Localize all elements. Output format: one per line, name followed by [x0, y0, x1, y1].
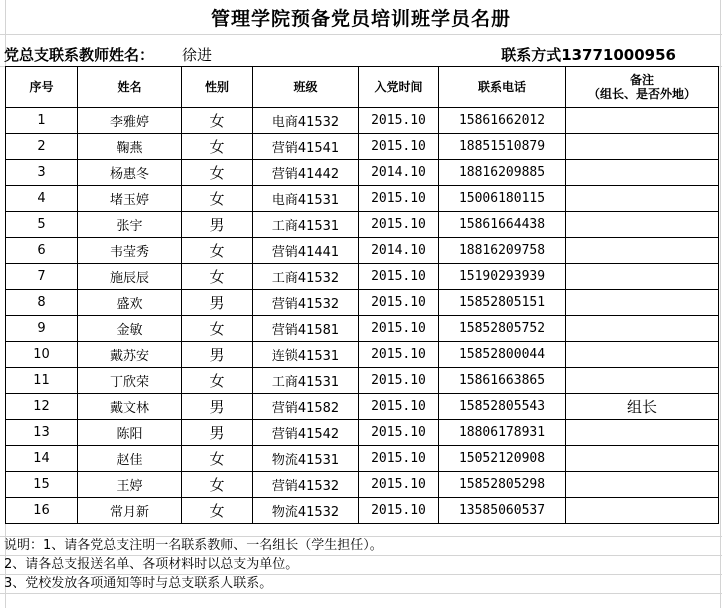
cell-class: 营销41541 [253, 134, 359, 160]
cell-class: 工商41532 [253, 264, 359, 290]
cell-gender: 女 [182, 472, 253, 498]
cell-phone: 15861663865 [439, 368, 566, 394]
cell-class: 物流41531 [253, 446, 359, 472]
cell-gender: 女 [182, 108, 253, 134]
cell-no: 11 [6, 368, 78, 394]
cell-phone: 15852805298 [439, 472, 566, 498]
table-row [6, 342, 719, 368]
cell-remark [566, 368, 719, 394]
table-row [6, 446, 719, 472]
cell-name: 鞠燕 [78, 134, 182, 160]
cell-remark [566, 472, 719, 498]
cell-gender: 男 [182, 420, 253, 446]
cell-date: 2015.10 [359, 108, 439, 134]
cell-date: 2015.10 [359, 264, 439, 290]
cell-class: 营销41532 [253, 472, 359, 498]
contact-teacher-name: 徐进 [182, 46, 213, 64]
cell-name: 张宇 [78, 212, 182, 238]
cell-remark [566, 446, 719, 472]
table-row [6, 108, 719, 134]
cell-no: 2 [6, 134, 78, 160]
header-gender: 性别 [182, 67, 253, 108]
document-title: 管理学院预备党员培训班学员名册 [210, 7, 511, 30]
cell-remark [566, 212, 719, 238]
cell-phone: 15852800044 [439, 342, 566, 368]
cell-no: 8 [6, 290, 78, 316]
cell-no: 12 [6, 394, 78, 420]
cell-phone: 15852805752 [439, 316, 566, 342]
cell-phone: 18816209758 [439, 238, 566, 264]
cell-gender: 女 [182, 446, 253, 472]
gridline [0, 34, 722, 35]
cell-class: 营销41441 [253, 238, 359, 264]
cell-name: 赵佳 [78, 446, 182, 472]
header-remark-line1: 备注 [629, 73, 654, 87]
cell-name: 杨惠冬 [78, 160, 182, 186]
roster-table [5, 66, 719, 524]
table-row [6, 316, 719, 342]
cell-name: 韦莹秀 [78, 238, 182, 264]
notes [4, 536, 383, 593]
cell-name: 丁欣荣 [78, 368, 182, 394]
gridline [720, 0, 721, 608]
cell-name: 王婷 [78, 472, 182, 498]
cell-date: 2015.10 [359, 186, 439, 212]
cell-remark [566, 498, 719, 524]
cell-remark [566, 290, 719, 316]
cell-no: 9 [6, 316, 78, 342]
gridline [0, 593, 722, 594]
table-row [6, 134, 719, 160]
cell-date: 2015.10 [359, 446, 439, 472]
cell-class: 电商41532 [253, 108, 359, 134]
table-row [6, 290, 719, 316]
table-row [6, 368, 719, 394]
header-class: 班级 [253, 67, 359, 108]
cell-gender: 男 [182, 394, 253, 420]
cell-class: 连锁41531 [253, 342, 359, 368]
cell-remark [566, 342, 719, 368]
table-row [6, 420, 719, 446]
cell-remark [566, 134, 719, 160]
header-phone: 联系电话 [439, 67, 566, 108]
cell-no: 3 [6, 160, 78, 186]
cell-class: 营销41442 [253, 160, 359, 186]
cell-remark [566, 238, 719, 264]
cell-name: 施辰辰 [78, 264, 182, 290]
table-row [6, 186, 719, 212]
cell-remark [566, 186, 719, 212]
cell-gender: 男 [182, 212, 253, 238]
note-line: 3、党校发放各项通知等时与总支联系人联系。 [4, 576, 273, 591]
cell-remark [566, 420, 719, 446]
cell-date: 2015.10 [359, 342, 439, 368]
cell-date: 2015.10 [359, 134, 439, 160]
cell-date: 2015.10 [359, 420, 439, 446]
cell-date: 2014.10 [359, 238, 439, 264]
cell-phone: 15190293939 [439, 264, 566, 290]
cell-name: 金敏 [78, 316, 182, 342]
header-no: 序号 [6, 67, 78, 108]
cell-date: 2015.10 [359, 212, 439, 238]
cell-date: 2014.10 [359, 160, 439, 186]
cell-class: 营销41581 [253, 316, 359, 342]
cell-gender: 女 [182, 134, 253, 160]
cell-date: 2015.10 [359, 472, 439, 498]
cell-class: 工商41531 [253, 368, 359, 394]
cell-phone: 15052120908 [439, 446, 566, 472]
note-line: 说明：1、请各党总支注明一名联系教师、一名组长（学生担任）。 [4, 538, 383, 553]
table-row [6, 498, 719, 524]
cell-remark [566, 108, 719, 134]
cell-gender: 女 [182, 238, 253, 264]
table-row [6, 394, 719, 420]
cell-gender: 男 [182, 290, 253, 316]
cell-name: 戴文林 [78, 394, 182, 420]
cell-gender: 男 [182, 342, 253, 368]
table-row [6, 472, 719, 498]
cell-phone: 15852805151 [439, 290, 566, 316]
cell-gender: 女 [182, 264, 253, 290]
header-remark [566, 67, 719, 108]
table-row [6, 160, 719, 186]
cell-remark: 组长 [566, 394, 719, 420]
cell-gender: 女 [182, 368, 253, 394]
cell-phone: 18816209885 [439, 160, 566, 186]
contact-teacher [4, 44, 212, 65]
cell-gender: 女 [182, 498, 253, 524]
cell-date: 2015.10 [359, 368, 439, 394]
cell-no: 1 [6, 108, 78, 134]
cell-date: 2015.10 [359, 498, 439, 524]
cell-phone: 15861662012 [439, 108, 566, 134]
cell-name: 堵玉婷 [78, 186, 182, 212]
cell-name: 常月新 [78, 498, 182, 524]
cell-gender: 女 [182, 316, 253, 342]
cell-class: 营销41582 [253, 394, 359, 420]
cell-phone: 18806178931 [439, 420, 566, 446]
cell-no: 4 [6, 186, 78, 212]
cell-no: 10 [6, 342, 78, 368]
cell-no: 13 [6, 420, 78, 446]
table-row [6, 264, 719, 290]
cell-gender: 女 [182, 186, 253, 212]
cell-no: 16 [6, 498, 78, 524]
cell-phone: 15852805543 [439, 394, 566, 420]
cell-no: 6 [6, 238, 78, 264]
roster-body [6, 108, 719, 524]
header-remark-line2: （组长、是否外地） [587, 87, 696, 101]
table-row [6, 212, 719, 238]
cell-remark [566, 160, 719, 186]
cell-class: 营销41532 [253, 290, 359, 316]
cell-class: 电商41531 [253, 186, 359, 212]
cell-phone: 15861664438 [439, 212, 566, 238]
cell-date: 2015.10 [359, 394, 439, 420]
cell-name: 盛欢 [78, 290, 182, 316]
cell-phone: 13585060537 [439, 498, 566, 524]
cell-class: 物流41532 [253, 498, 359, 524]
cell-class: 工商41531 [253, 212, 359, 238]
cell-phone: 18851510879 [439, 134, 566, 160]
cell-no: 7 [6, 264, 78, 290]
cell-name: 李雅婷 [78, 108, 182, 134]
cell-name: 陈阳 [78, 420, 182, 446]
note-line: 2、请各总支报送名单、各项材料时以总支为单位。 [4, 557, 299, 572]
contact-teacher-label: 党总支联系教师姓名： [4, 46, 155, 64]
cell-name: 戴苏安 [78, 342, 182, 368]
cell-no: 15 [6, 472, 78, 498]
cell-date: 2015.10 [359, 316, 439, 342]
cell-gender: 女 [182, 160, 253, 186]
table-header-row [6, 67, 719, 108]
cell-date: 2015.10 [359, 290, 439, 316]
header-date: 入党时间 [359, 67, 439, 108]
cell-no: 14 [6, 446, 78, 472]
header-name: 姓名 [78, 67, 182, 108]
cell-class: 营销41542 [253, 420, 359, 446]
table-row [6, 238, 719, 264]
contact-phone: 联系方式13771000956 [501, 46, 676, 64]
cell-remark [566, 264, 719, 290]
cell-phone: 15006180115 [439, 186, 566, 212]
cell-remark [566, 316, 719, 342]
cell-no: 5 [6, 212, 78, 238]
